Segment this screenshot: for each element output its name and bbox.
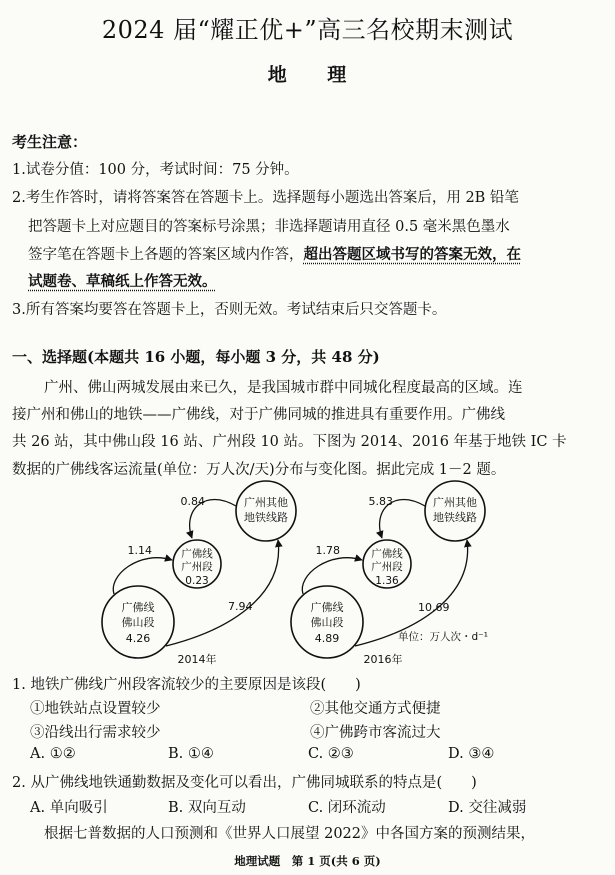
notice-item-1: 1.试卷分值：100 分，考试时间：75 分钟。	[12, 162, 299, 178]
flow-arrow-fs-to-gz-2014	[113, 558, 172, 594]
node-other-label-1-2016: 广州其他	[433, 496, 477, 509]
exam-title: 2024 届“耀正优+”高三名校期末测试	[101, 16, 514, 44]
flow-value-other-to-gz-2016: 5.83	[368, 495, 393, 508]
node-fs-label-1-2014: 广佛线	[121, 601, 155, 614]
node-other-label-2-2016: 地铁线路	[433, 511, 477, 524]
next-passage-line: 根据七普数据的人口预测和《世界人口展望 2022》中各国方案的预测结果，	[44, 826, 536, 842]
passage-line-3: 共 26 站，其中佛山段 16 站、广州段 10 站。下图为 2014、2016 年基于地铁 IC 卡	[12, 434, 567, 450]
q2-option-c: C. 闭环流动	[308, 800, 386, 816]
node-gz-value-2016: 1.36	[375, 575, 399, 587]
q1-option-d: D. ③④	[448, 746, 495, 762]
flow-value-fs-to-gz-2016: 1.78	[315, 544, 340, 557]
node-gz-label-2-2016: 广州段	[371, 561, 403, 573]
node-fs-value-2016: 4.89	[314, 632, 340, 645]
question-2-stem: 2. 从广佛线地铁通勤数据及变化可以看出，广佛同城联系的特点是( )	[12, 775, 477, 791]
q2-option-d: D. 交往减弱	[448, 800, 527, 816]
flow-arrow-fs-to-gz-2016	[302, 558, 362, 594]
notice-emphasis-2: 试题卷、草稿纸上作答无效。	[28, 273, 217, 290]
q1-option-b: B. ①④	[168, 746, 214, 762]
q1-statement-3: ③沿线出行需求较少	[30, 725, 161, 741]
notice-item-3: 3.所有答案均要答在答题卡上，否则无效。考试结束后只交答题卡。	[12, 302, 447, 318]
flow-diagram	[0, 480, 615, 670]
notice-emphasis-1: 超出答题区域书写的答案无效，在	[303, 246, 521, 263]
passage-line-4: 数据的广佛线客运流量(单位：万人次/天)分布与变化图。据此完成 1－2 题。	[12, 462, 506, 478]
flow-value-fs-to-gz-2014: 1.14	[127, 544, 152, 557]
q2-option-b: B. 双向互动	[168, 800, 246, 816]
node-gz-value-2014: 0.23	[185, 575, 209, 587]
node-gz-label-1-2014: 广佛线	[181, 548, 213, 560]
flow-value-fs-to-other-2016: 10.69	[418, 601, 450, 614]
flow-value-other-to-gz-2014: 0.84	[180, 495, 205, 508]
question-1-stem: 1. 地铁广佛线广州段客流较少的主要原因是该段( )	[12, 677, 361, 693]
passage-line-1: 广州、佛山两城发展由来已久，是我国城市群中同城化程度最高的区域。连	[44, 380, 523, 396]
node-gz-label-1-2016: 广佛线	[371, 548, 403, 560]
q1-option-c: C. ②③	[308, 746, 354, 762]
q1-statement-2: ②其他交通方式便捷	[310, 701, 441, 717]
subject-title: 地 理	[267, 64, 348, 86]
q2-option-a: A. 单向吸引	[30, 800, 108, 816]
year-label-2016: 2016年	[363, 653, 403, 666]
q1-statement-1: ①地铁站点设置较少	[30, 701, 161, 717]
node-fs-value-2014: 4.26	[125, 632, 151, 645]
node-other-label-1-2014: 广州其他	[244, 496, 288, 509]
notice-item-2-line-3	[28, 243, 521, 264]
node-fs-label-2-2016: 佛山段	[310, 616, 344, 629]
node-fs-label-1-2016: 广佛线	[310, 601, 344, 614]
node-fs-label-2-2014: 佛山段	[121, 616, 155, 629]
year-label-2014: 2014年	[177, 653, 217, 666]
page-footer: 地理试题 第 1 页(共 6 页)	[234, 854, 381, 868]
node-gz-label-2-2014: 广州段	[181, 561, 213, 573]
diagram-2014	[102, 481, 296, 666]
unit-label: 单位：万人次・d⁻¹	[398, 631, 488, 643]
section-heading: 一、选择题(本题共 16 小题，每小题 3 分，共 48 分)	[12, 348, 380, 366]
notice-heading: 考生注意：	[12, 133, 88, 151]
q1-option-a: A. ①②	[30, 746, 76, 762]
notice-item-2-line-2: 把答题卡上对应题目的答案标号涂黑；非选择题请用直径 0.5 毫米黑色墨水	[28, 219, 510, 235]
passage-line-2: 接广州和佛山的地铁——广佛线，对于广佛同城的推进具有重要作用。广佛线	[12, 407, 505, 423]
notice-item-2-line-1: 2.考生作答时，请将答案答在答题卡上。选择题每小题选出答案后，用 2B 铅笔	[12, 190, 519, 206]
node-other-label-2-2014: 地铁线路	[244, 511, 288, 524]
notice-item-2-line-3-normal: 签字笔在答题卡上各题的答案区域内作答，	[28, 247, 304, 263]
q1-statement-4: ④广佛跨市客流过大	[310, 725, 441, 741]
flow-value-fs-to-other-2014: 7.94	[228, 600, 253, 613]
